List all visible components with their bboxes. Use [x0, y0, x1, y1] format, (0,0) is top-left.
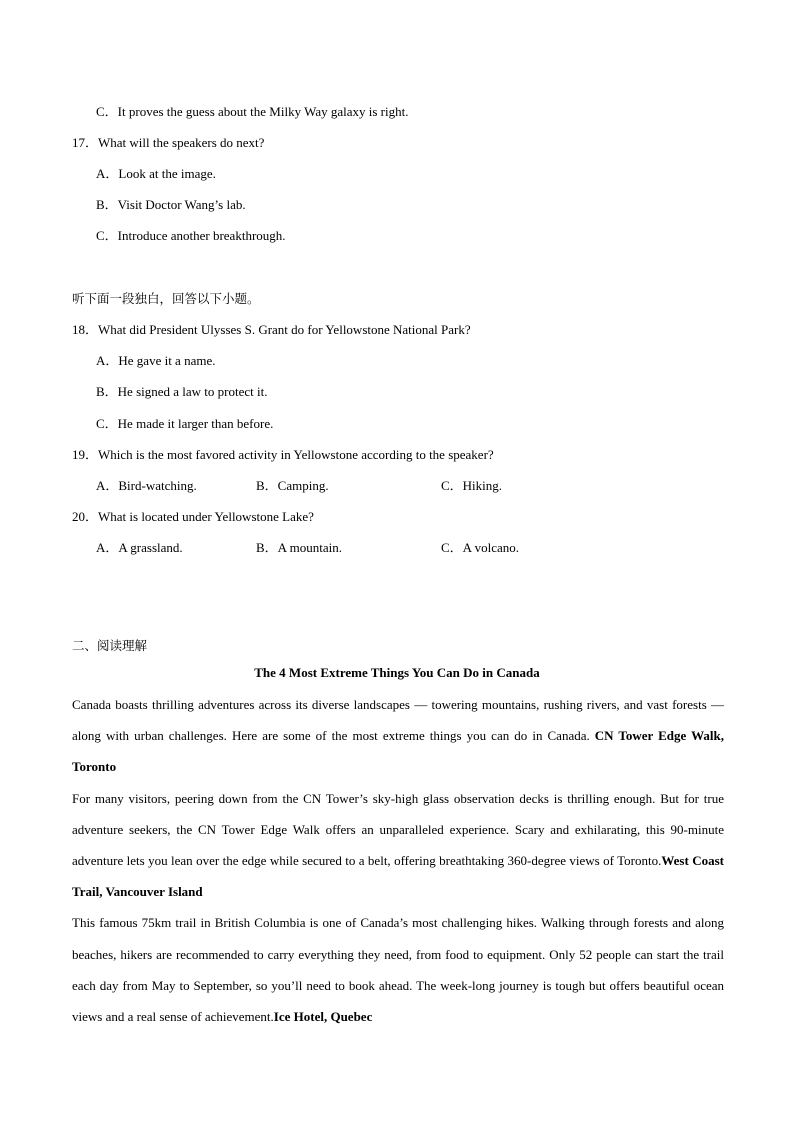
- q17-option-a: A．Look at the image.: [96, 166, 216, 181]
- q19-option-a: A．Bird-watching.: [96, 478, 197, 493]
- q20-stem: 20．What is located under Yellowstone Lake?: [72, 509, 314, 524]
- subheading-ice-hotel: Ice Hotel, Quebec: [273, 1009, 373, 1025]
- q17-stem: 17．What will the speakers do next?: [72, 135, 265, 150]
- q16-option-c: C．It proves the guess about the Milky Way galaxy is right.: [96, 104, 409, 119]
- q17-option-c: C．Introduce another breakthrough.: [96, 228, 286, 243]
- q18-option-b: B．He signed a law to protect it.: [96, 384, 268, 399]
- section-heading: 二、阅读理解: [72, 638, 148, 653]
- q18-option-c: C．He made it larger than before.: [96, 416, 274, 431]
- q20-option-b: B．A mountain.: [256, 540, 342, 555]
- paragraph-west-coast-trail: This famous 75km trail in British Columbia is one of Canada’s most challenging hikes. Walking through forests and along beaches, hikers are recommended to carry everything they need, from food to equipment. Only 52 people can start the trail each day from May to September, so you’ll need to book ahead. The week-long journey is tough but offers beautiful ocean views and a real sense of achievement.: [72, 915, 724, 1025]
- q20-option-c: C．A volcano.: [441, 540, 519, 555]
- intro-paragraph: Canada boasts thrilling adventures across its diverse landscapes — towering mountains, rushing rivers, and vast forests — along with urban challenges. Here are some of the most extreme things you can do in Canada.: [72, 697, 724, 744]
- subheading-west-coast-trail: West Coast Trail, Vancouver Island: [72, 853, 724, 900]
- passage-title: The 4 Most Extreme Things You Can Do in Canada: [254, 665, 540, 680]
- subheading-cn-tower: CN Tower Edge Walk, Toronto: [72, 728, 724, 775]
- q18-option-a: A．He gave it a name.: [96, 353, 216, 368]
- passage-body: [72, 689, 724, 1032]
- q19-stem: 19．Which is the most favored activity in Yellowstone according to the speaker?: [72, 447, 494, 462]
- q18-stem: 18．What did President Ulysses S. Grant do for Yellowstone National Park?: [72, 322, 471, 337]
- paragraph-cn-tower: For many visitors, peering down from the CN Tower’s sky-high glass observation decks is thrilling enough. But for true adventure seekers, the CN Tower Edge Walk offers an unparalleled experience. Scary and exhilarating, this 90-minute adventure lets you lean over the edge while secured to a belt, offering breathtaking 360-degree views of Toronto.: [72, 790, 724, 869]
- q19-option-c: C．Hiking.: [441, 478, 503, 493]
- q20-option-a: A．A grassland.: [96, 540, 183, 555]
- q19-option-b: B．Camping.: [256, 478, 329, 493]
- monologue-instruction: 听下面一段独白，回答以下小题。: [72, 291, 260, 306]
- q17-option-b: B．Visit Doctor Wang’s lab.: [96, 197, 246, 212]
